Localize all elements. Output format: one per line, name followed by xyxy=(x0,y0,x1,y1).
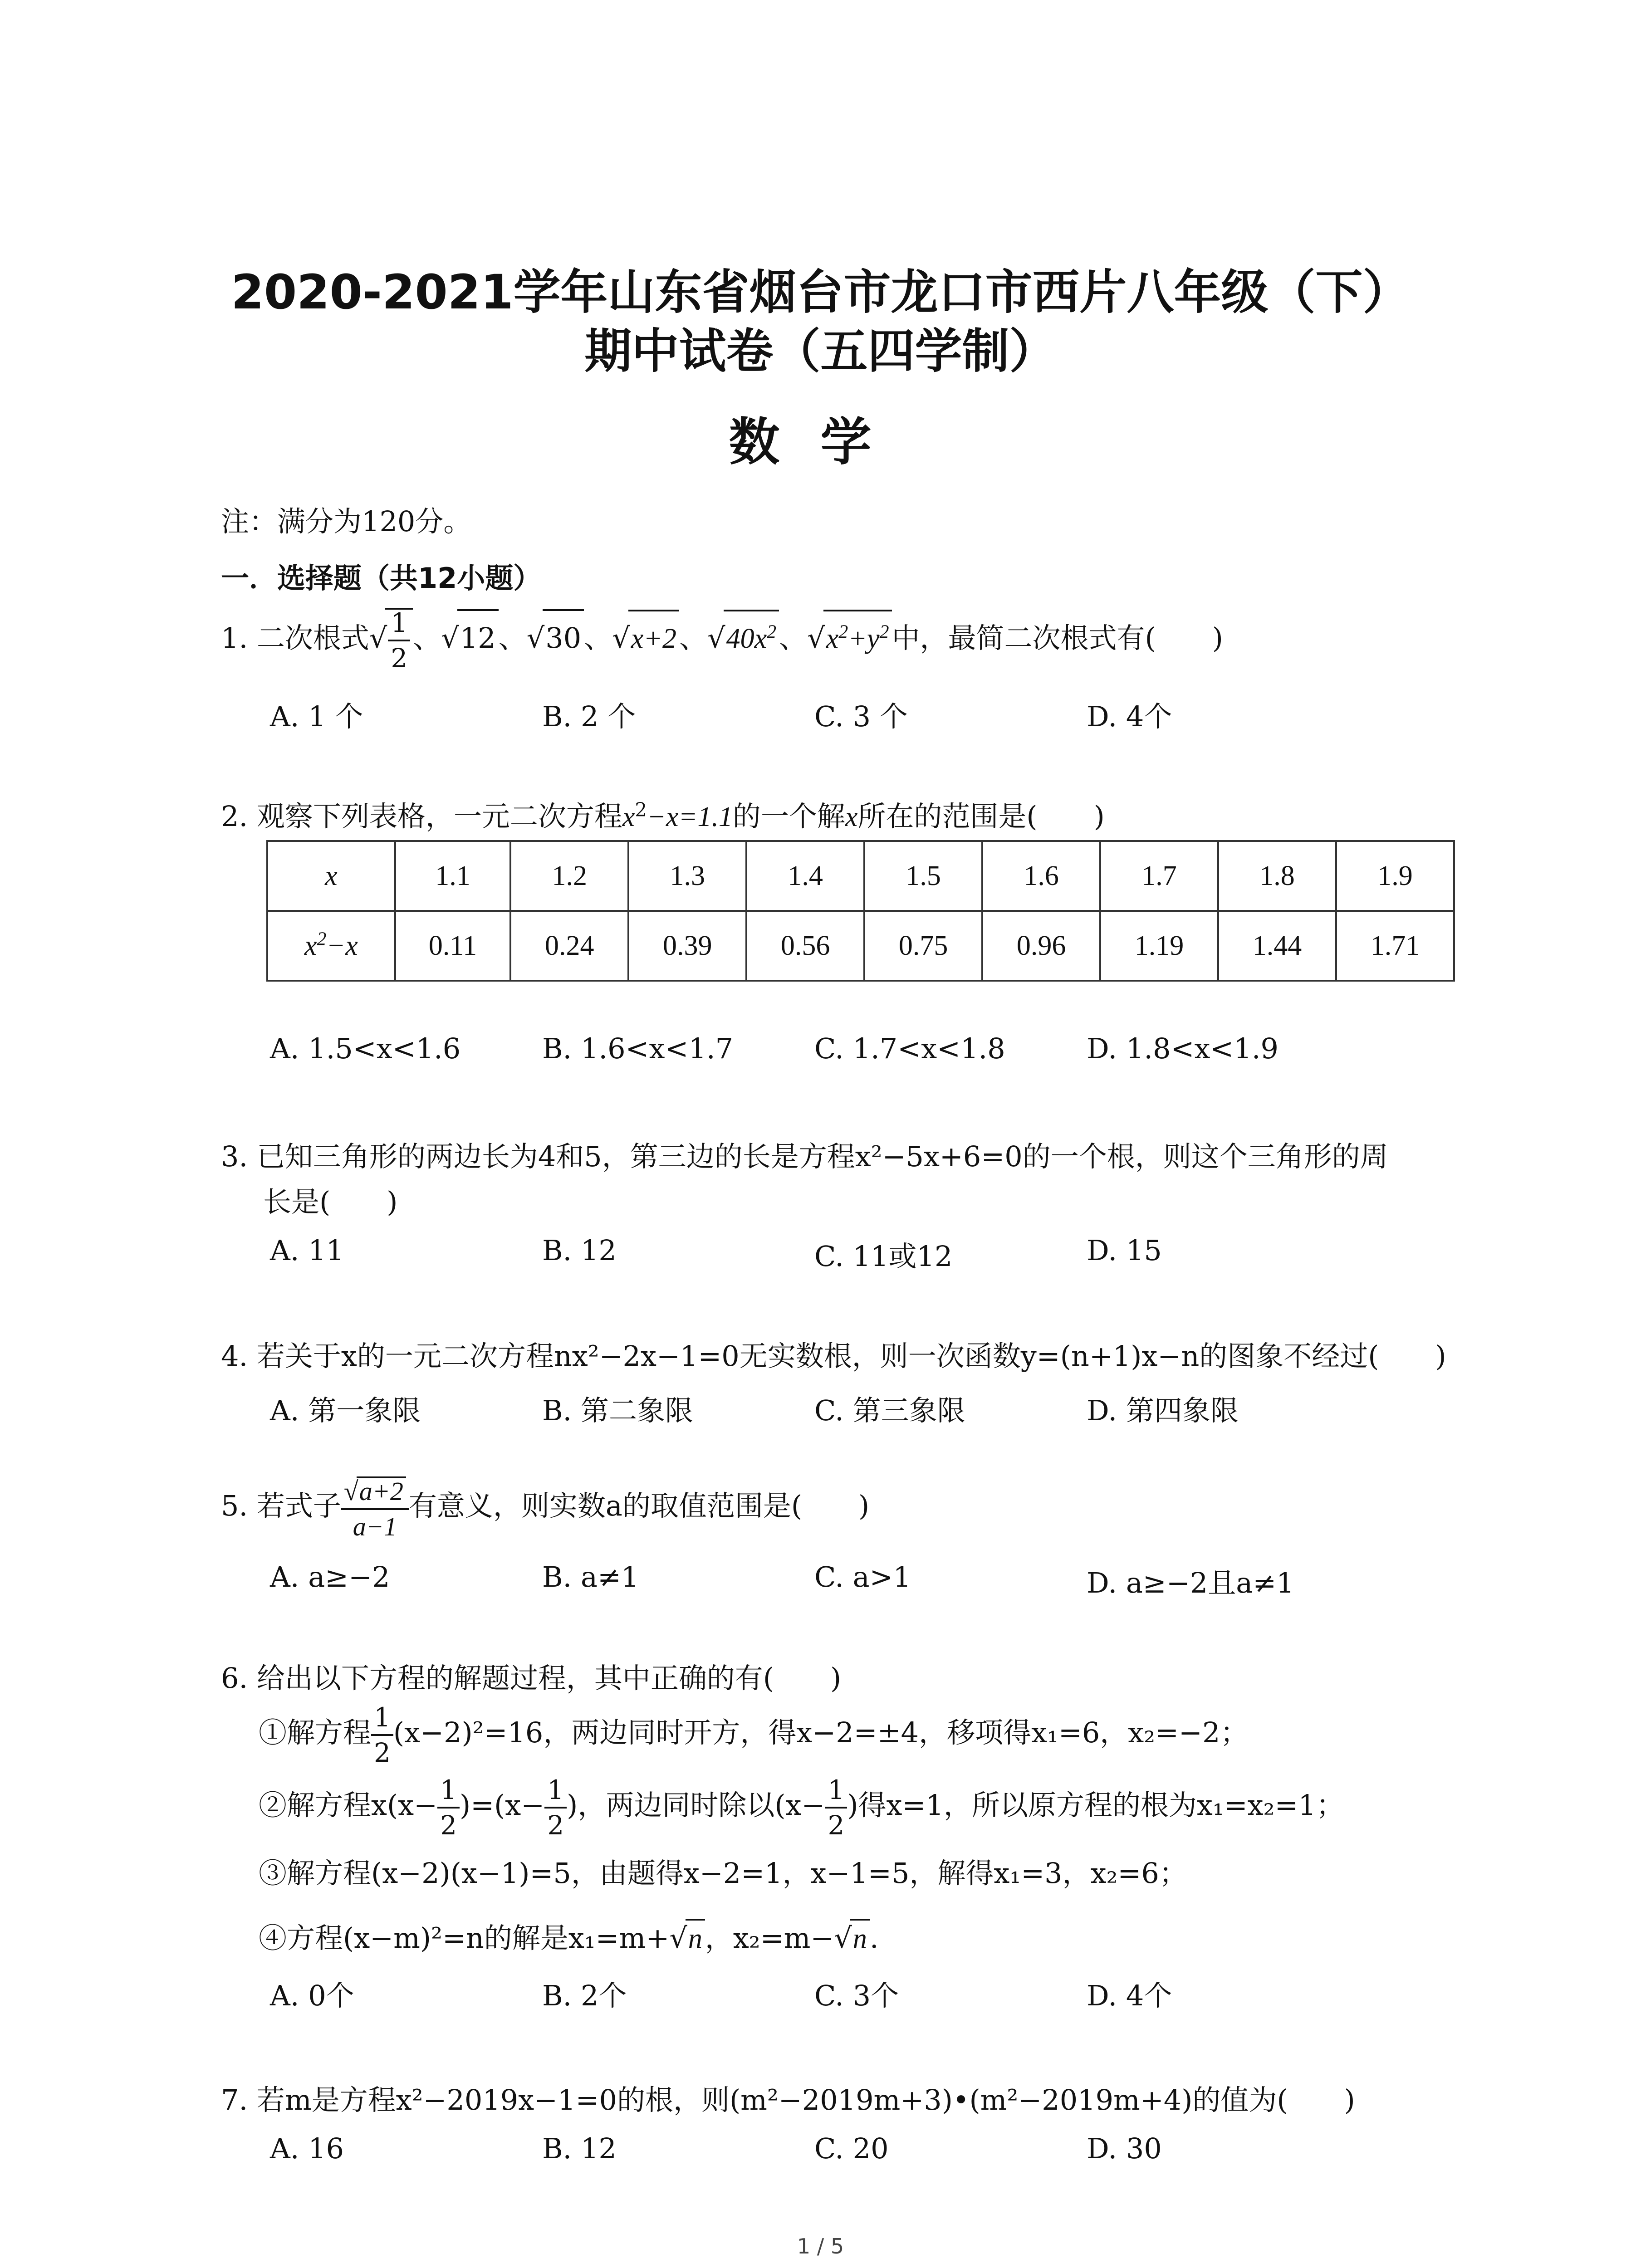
q1-option-b: B. 2 个 xyxy=(542,700,636,733)
section-heading: 一．选择题（共12小题） xyxy=(221,562,542,595)
table-cell: 1.9 xyxy=(1336,841,1454,911)
q5-option-d: D. a≥−2且a≠1 xyxy=(1087,1566,1294,1599)
q6-s2-frac3-num: 1 xyxy=(825,1777,847,1809)
q2-stem-x: x xyxy=(845,802,858,832)
q5-option-b: B. a≠1 xyxy=(542,1560,639,1593)
q2-option-a: A. 1.5<x<1.6 xyxy=(270,1032,461,1065)
q2-option-d: D. 1.8<x<1.9 xyxy=(1087,1032,1279,1065)
q6-s2-d: )得x=1，所以原方程的根为x₁=x₂=1； xyxy=(847,1789,1344,1822)
q6-option-b: B. 2个 xyxy=(542,1979,627,2012)
q7-option-c: C. 20 xyxy=(814,2132,889,2165)
q1-frac-den: 2 xyxy=(391,643,408,674)
q5-suffix: 有意义，则实数a的取值范围是( ) xyxy=(408,1489,870,1522)
q5-prefix: 5. 若式子 xyxy=(221,1489,341,1522)
q5-denominator: a−1 xyxy=(353,1511,397,1541)
q7-option-d: D. 30 xyxy=(1087,2132,1162,2165)
q3-option-d: D. 15 xyxy=(1087,1234,1162,1267)
q4-option-a: A. 第一象限 xyxy=(270,1394,421,1427)
q6-statement-2 xyxy=(259,1774,1344,1841)
q4-option-c: C. 第三象限 xyxy=(814,1394,965,1427)
question-1-stem: 1. 二次根式√ $\frac{1}{2}$ 、√12、√30、√x+2、$√40x^2$、$√x^2+y^2$中，最简二次根式有( ) xyxy=(221,607,1223,674)
table-cell: 0.39 xyxy=(628,911,746,981)
q6-s1-b: (x−2)²=16，两边同时开方，得x−2=±4，移项得x₁=6，x₂=−2； xyxy=(393,1716,1249,1749)
q1-option-a: A. 1 个 xyxy=(270,700,363,733)
q4-option-d: D. 第四象限 xyxy=(1087,1394,1239,1427)
q2-option-b: B. 1.6<x<1.7 xyxy=(542,1032,734,1065)
q6-s2-a: ②解方程x(x− xyxy=(259,1789,438,1822)
q6-s4-c: . xyxy=(869,1921,879,1955)
q1-radicand-x2: x+2 xyxy=(628,610,679,666)
q1-radicand-x: x xyxy=(826,623,839,655)
q1-radicand-12: 12 xyxy=(457,609,499,665)
q4-option-b: B. 第二象限 xyxy=(542,1394,693,1427)
table-cell: 0.56 xyxy=(746,911,864,981)
q6-option-c: C. 3个 xyxy=(814,1979,899,2012)
q7-option-b: B. 12 xyxy=(542,2132,617,2165)
q3-option-c: C. 11或12 xyxy=(814,1240,953,1273)
q6-s2-b: )=(x− xyxy=(459,1789,545,1822)
q1-radicand-40x: 40x xyxy=(726,623,767,655)
question-3-line2: 长是( ) xyxy=(263,1185,398,1218)
q2-eq-x: x xyxy=(622,802,635,832)
exam-title-line2: 期中试卷（五四学制） xyxy=(584,323,1057,379)
q5-fraction: $\frac{√a+2}{a-1}$ xyxy=(341,1476,409,1540)
question-6-stem: 6. 给出以下方程的解题过程，其中正确的有( ) xyxy=(221,1662,842,1695)
page-number: 1 / 5 xyxy=(797,2234,844,2258)
q1-sep4: 、 xyxy=(679,621,708,655)
question-5-stem xyxy=(221,1474,869,1540)
q2-option-c: C. 1.7<x<1.8 xyxy=(814,1032,1005,1065)
table-row xyxy=(267,841,1454,911)
q6-s4-b: ，x₂=m− xyxy=(705,1921,834,1955)
q6-statement-4: ④方程(x−m)²=n的解是x₁=m+√n，x₂=m−√n. xyxy=(259,1919,879,1957)
q6-statement-3: ③解方程(x−2)(x−1)=5，由题得x−2=1，x−1=5，解得x₁=3，x₂=6； xyxy=(259,1857,1187,1890)
q6-s4-a: ④方程(x−m)²=n的解是x₁=m+ xyxy=(259,1921,670,1955)
q6-s1-fraction xyxy=(371,1701,393,1768)
q2-stem-b: 的一个解 xyxy=(732,800,845,833)
q6-s1-frac-num: 1 xyxy=(371,1704,393,1736)
q6-statement-1 xyxy=(259,1703,1248,1766)
table-cell: 1.4 xyxy=(746,841,864,911)
table-header-x2-b: −x xyxy=(326,930,358,961)
q1-sep3: 、 xyxy=(584,621,612,655)
q6-s1-frac-den: 2 xyxy=(374,1737,391,1768)
q1-suffix: 中，最简二次根式有( ) xyxy=(892,621,1223,655)
q5-option-a: A. a≥−2 xyxy=(270,1560,390,1593)
q2-stem-a: 2. 观察下列表格，一元二次方程 xyxy=(221,800,622,833)
q6-s4-radicand-1: n xyxy=(686,1919,705,1957)
table-header-x: x xyxy=(267,841,395,911)
q2-stem-c: 所在的范围是( ) xyxy=(857,800,1105,833)
q6-s2-frac2-den: 2 xyxy=(547,1809,564,1841)
q1-option-c: C. 3 个 xyxy=(814,700,908,733)
table-cell: 1.44 xyxy=(1218,911,1336,981)
q6-s2-fraction-2 xyxy=(544,1774,567,1841)
q3-option-a: A. 11 xyxy=(270,1234,344,1267)
q1-prefix: 1. 二次根式 xyxy=(221,621,369,655)
table-header-x2-x: $x^2-x$ xyxy=(267,911,395,981)
table-header-x2-a: x xyxy=(304,930,317,961)
q6-s2-fraction-1 xyxy=(437,1774,460,1841)
q1-radicand-30: 30 xyxy=(543,609,584,665)
table-cell: 0.11 xyxy=(395,911,511,981)
table-cell: 1.71 xyxy=(1336,911,1454,981)
q6-s4-radicand-2: n xyxy=(850,1919,870,1957)
question-7-stem: 7. 若m是方程x²−2019x−1=0的根，则(m²−2019m+3)•(m²−2019m+4)的值为( ) xyxy=(221,2083,1355,2116)
value-table xyxy=(266,840,1455,982)
q6-s2-frac2-num: 1 xyxy=(544,1777,567,1809)
q1-fraction xyxy=(388,607,410,674)
table-row xyxy=(267,911,1454,981)
table-cell: 1.1 xyxy=(395,841,511,911)
q5-numerator: a+2 xyxy=(357,1476,406,1505)
q7-option-a: A. 16 xyxy=(270,2132,344,2165)
table-cell: 0.96 xyxy=(982,911,1100,981)
table-cell: 1.3 xyxy=(628,841,746,911)
q6-option-d: D. 4个 xyxy=(1087,1979,1172,2012)
table-cell: 0.24 xyxy=(510,911,628,981)
table-cell: 0.75 xyxy=(864,911,982,981)
question-4-stem: 4. 若关于x的一元二次方程nx²−2x−1=0无实数根，则一次函数y=(n+1)x−n的图象不经过( ) xyxy=(221,1339,1446,1373)
q6-s2-fraction-3 xyxy=(825,1774,847,1841)
score-note: 注：满分为120分。 xyxy=(221,505,472,538)
table-cell: 1.19 xyxy=(1100,911,1218,981)
question-3-line1: 3. 已知三角形的两边长为4和5，第三边的长是方程x²−5x+6=0的一个根，则这个三角形的周 xyxy=(221,1140,1388,1173)
table-cell: 1.5 xyxy=(864,841,982,911)
q6-s1-a: ①解方程 xyxy=(259,1716,372,1749)
q6-s2-frac1-den: 2 xyxy=(440,1809,457,1841)
q1-sep5: 、 xyxy=(779,621,808,655)
q3-option-b: B. 12 xyxy=(542,1234,617,1267)
q1-sep2: 、 xyxy=(498,621,527,655)
exam-title-line1: 2020-2021学年山东省烟台市龙口市西片八年级（下） xyxy=(231,264,1410,320)
table-cell: 1.6 xyxy=(982,841,1100,911)
table-cell: 1.7 xyxy=(1100,841,1218,911)
table-cell: 1.2 xyxy=(510,841,628,911)
q6-s2-frac3-den: 2 xyxy=(828,1809,845,1841)
q1-frac-num: 1 xyxy=(388,610,410,641)
subject-heading: 数学 xyxy=(729,413,912,472)
q5-option-c: C. a>1 xyxy=(814,1560,911,1593)
q1-option-d: D. 4个 xyxy=(1087,700,1172,733)
table-cell: 1.8 xyxy=(1218,841,1336,911)
q6-s2-c: )，两边同时除以(x− xyxy=(567,1789,825,1822)
q6-option-a: A. 0个 xyxy=(270,1979,354,2012)
q2-eq-rest: −x=1.1 xyxy=(647,802,733,832)
question-2-stem: 2. 观察下列表格，一元二次方程$x^2-x=1.1$的一个解x所在的范围是( ) xyxy=(221,798,1105,833)
q1-radicand-y: +y xyxy=(848,623,880,655)
q6-s2-frac1-num: 1 xyxy=(437,1777,460,1809)
q1-sep1: 、 xyxy=(413,621,441,655)
